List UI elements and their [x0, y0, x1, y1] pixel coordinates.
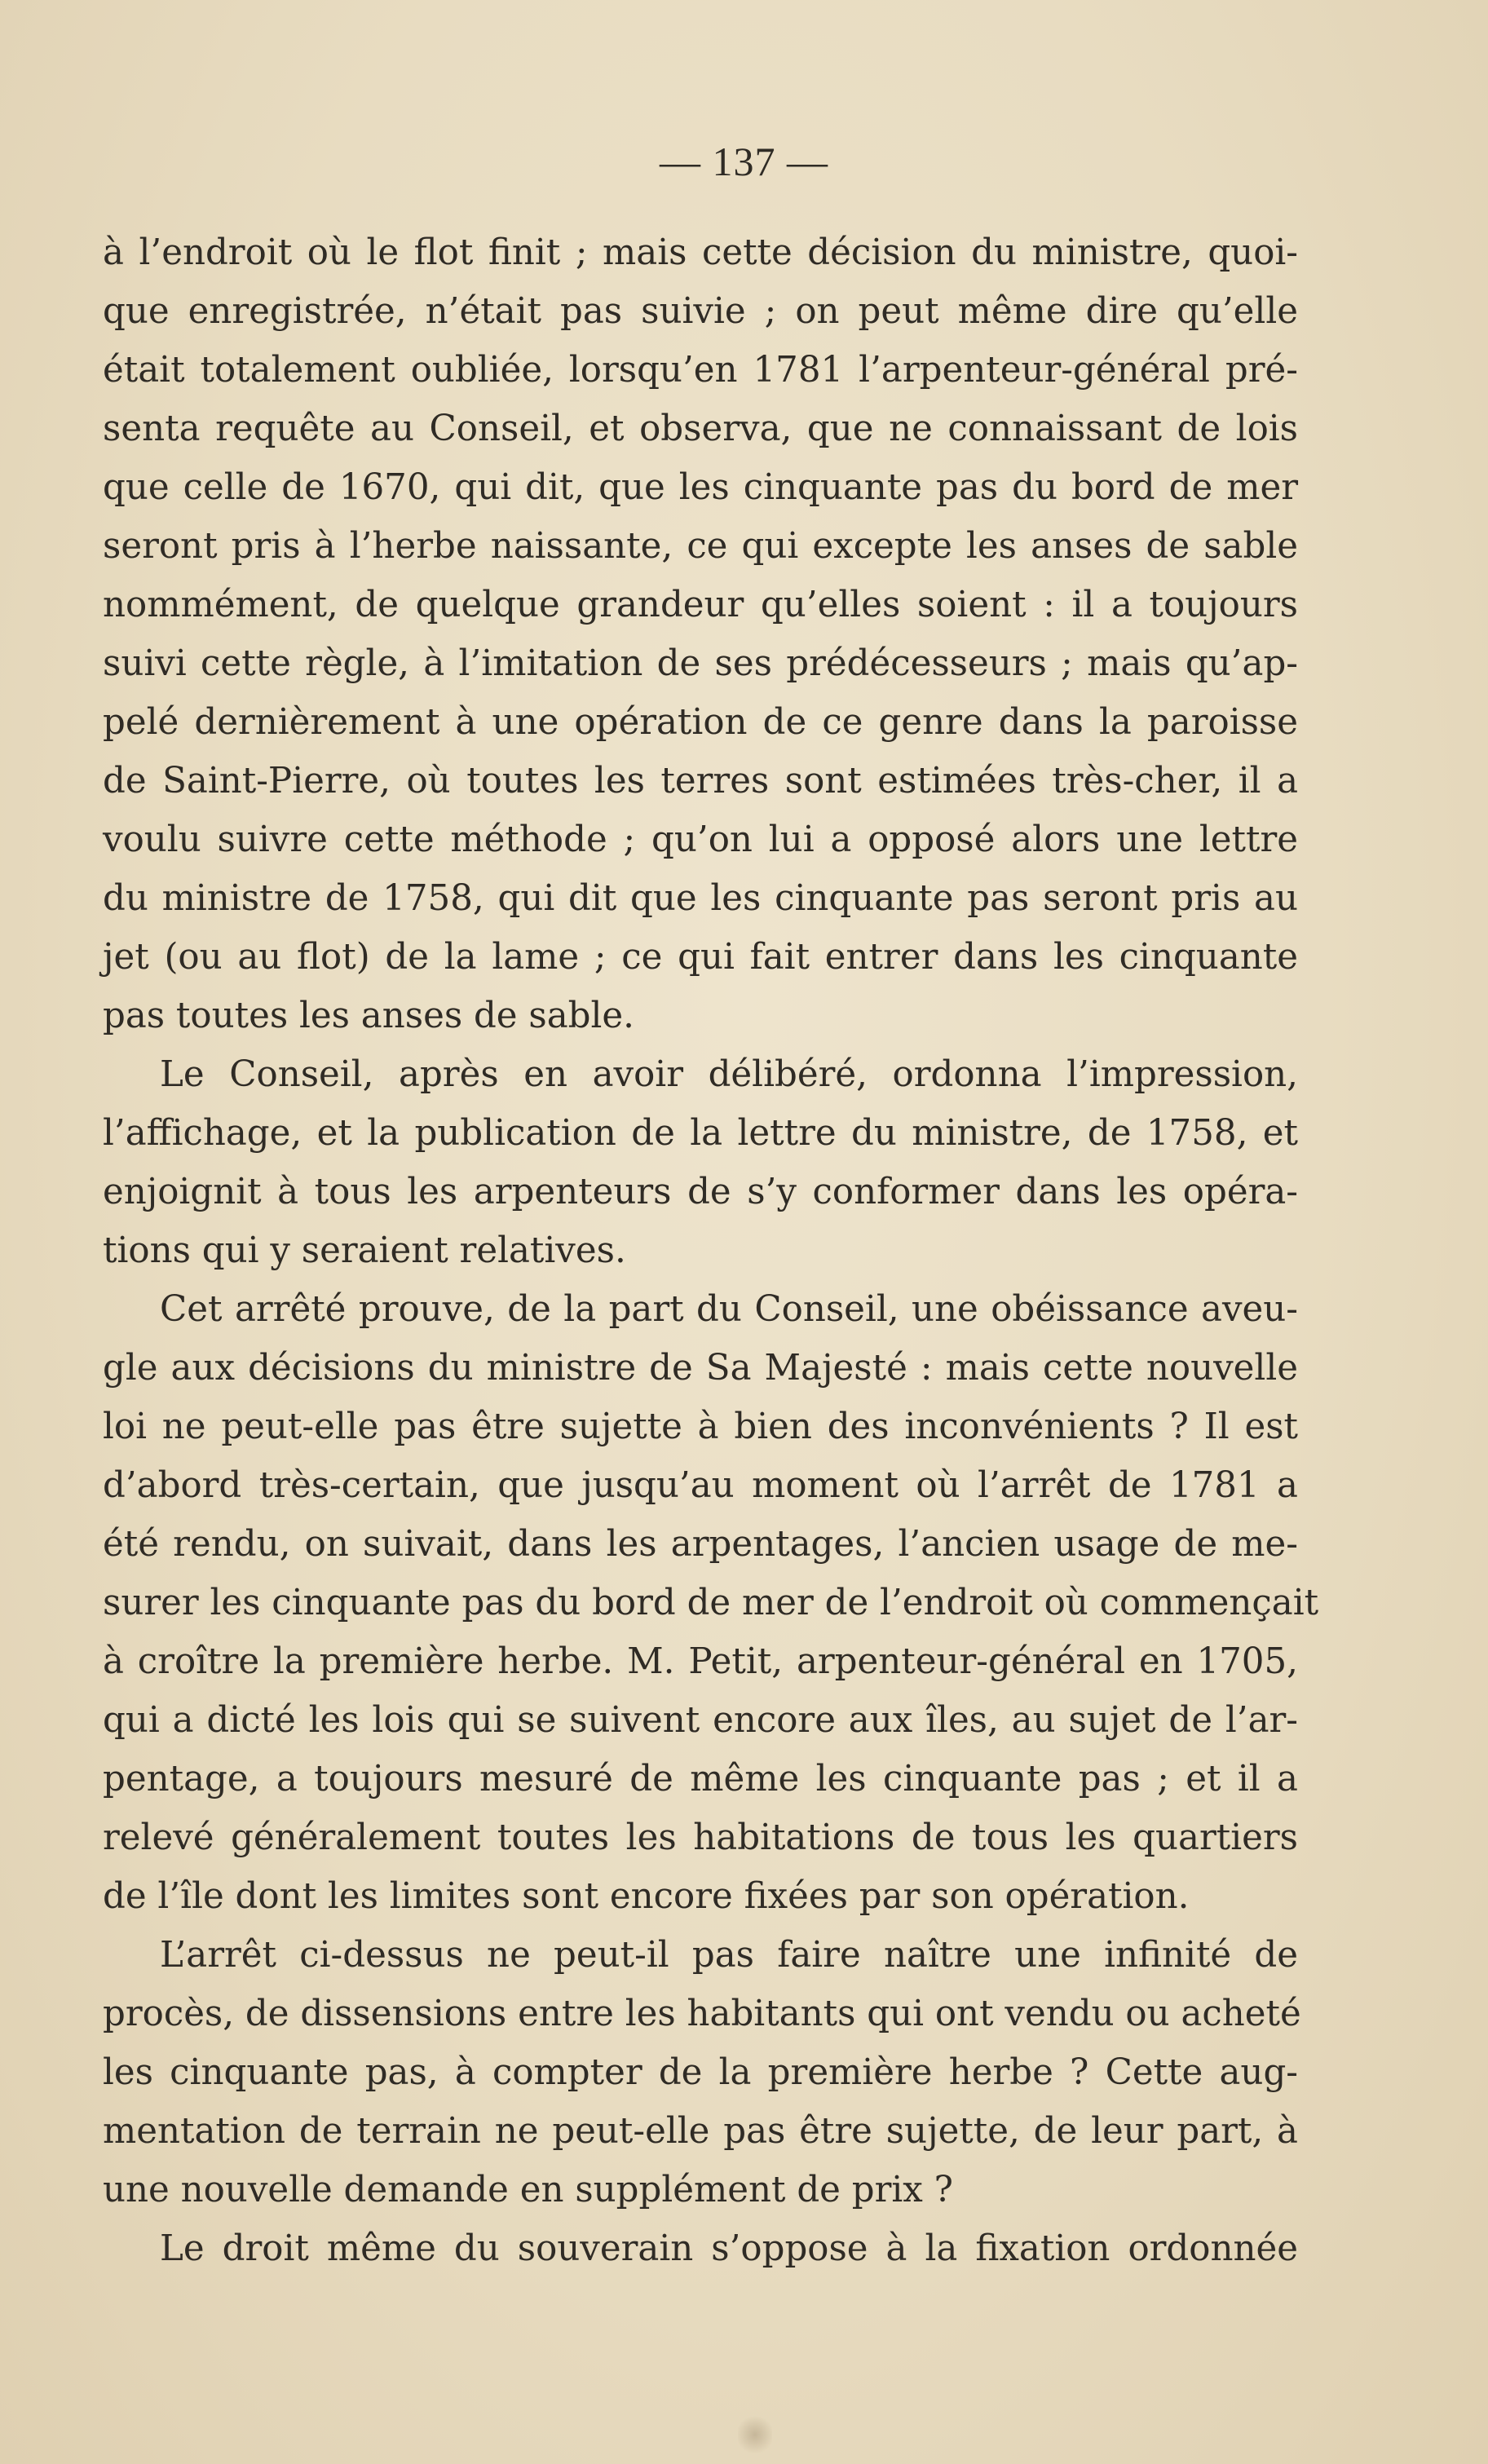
text-line: jet (ou au flot) de la lame ; ce qui fait entrer dans les cinquante — [103, 937, 1298, 978]
text-line: relevé généralement toutes les habitations de tous les quartiers — [103, 1817, 1298, 1858]
paragraph-start-line: Le droit même du souverain s’oppose à la fixation ordonnée — [160, 2228, 1298, 2269]
text-line: suivi cette règle, à l’imitation de ses prédécesseurs ; mais qu’ap- — [103, 643, 1298, 684]
text-line: l’affichage, et la publication de la lettre du ministre, de 1758, et — [103, 1113, 1298, 1154]
paragraph-start-line: Le Conseil, après en avoir délibéré, ordonna l’impression, — [160, 1054, 1298, 1095]
paragraph-end-line: de l’île dont les limites sont encore fixées par son opération. — [103, 1876, 1190, 1917]
text-line: senta requête au Conseil, et observa, que ne connaissant de lois — [103, 408, 1298, 449]
text-line: gle aux décisions du ministre de Sa Majesté : mais cette nouvelle — [103, 1348, 1298, 1389]
paragraph-start-line: Cet arrêté prouve, de la part du Conseil, une obéissance aveu- — [160, 1289, 1298, 1330]
text-line: surer les cinquante pas du bord de mer de l’endroit où commençait — [103, 1583, 1319, 1623]
text-line: était totalement oubliée, lorsqu’en 1781 l’arpenteur-général pré- — [103, 350, 1298, 391]
text-line: à croître la première herbe. M. Petit, arpenteur-général en 1705, — [103, 1641, 1298, 1682]
text-line: voulu suivre cette méthode ; qu’on lui a opposé alors une lettre — [103, 819, 1298, 860]
page-number: — 137 — — [660, 139, 828, 184]
paper-stain — [738, 2413, 772, 2456]
text-line: enjoignit à tous les arpenteurs de s’y conformer dans les opéra- — [103, 1172, 1298, 1212]
text-line: qui a dicté les lois qui se suivent encore aux îles, au sujet de l’ar- — [103, 1700, 1298, 1741]
text-line: procès, de dissensions entre les habitants qui ont vendu ou acheté — [103, 1994, 1301, 2034]
text-line: pentage, a toujours mesuré de même les cinquante pas ; et il a — [103, 1759, 1298, 1799]
body-text — [103, 223, 1319, 2278]
text-line: mentation de terrain ne peut-elle pas être sujette, de leur part, à — [103, 2111, 1298, 2152]
text-line: loi ne peut-elle pas être sujette à bien des inconvénients ? Il est — [103, 1406, 1298, 1447]
text-line: été rendu, on suivait, dans les arpentages, l’ancien usage de me- — [103, 1524, 1298, 1565]
paragraph-start-line: L’arrêt ci-dessus ne peut-il pas faire naître une infinité de — [160, 1935, 1298, 1976]
text-line: de Saint-Pierre, où toutes les terres sont estimées très-cher, il a — [103, 761, 1298, 801]
text-line: seront pris à l’herbe naissante, ce qui excepte les anses de sable — [103, 526, 1298, 567]
text-line: les cinquante pas, à compter de la première herbe ? Cette aug- — [103, 2052, 1298, 2093]
paragraph-end-line: tions qui y seraient relatives. — [103, 1230, 626, 1271]
text-line: pelé dernièrement à une opération de ce genre dans la paroisse — [103, 702, 1298, 743]
text-line: nommément, de quelque grandeur qu’elles soient : il a toujours — [103, 585, 1298, 625]
text-line: à l’endroit où le flot finit ; mais cette décision du ministre, quoi- — [103, 232, 1298, 273]
paragraph-end-line: pas toutes les anses de sable. — [103, 996, 634, 1036]
text-line: que celle de 1670, qui dit, que les cinquante pas du bord de mer — [103, 467, 1298, 508]
text-line: que enregistrée, n’était pas suivie ; on peut même dire qu’elle — [103, 291, 1298, 332]
text-line: d’abord très-certain, que jusqu’au moment où l’arrêt de 1781 a — [103, 1465, 1298, 1506]
text-line: du ministre de 1758, qui dit que les cinquante pas seront pris au — [103, 878, 1298, 919]
paragraph-end-line: une nouvelle demande en supplément de prix ? — [103, 2170, 953, 2210]
